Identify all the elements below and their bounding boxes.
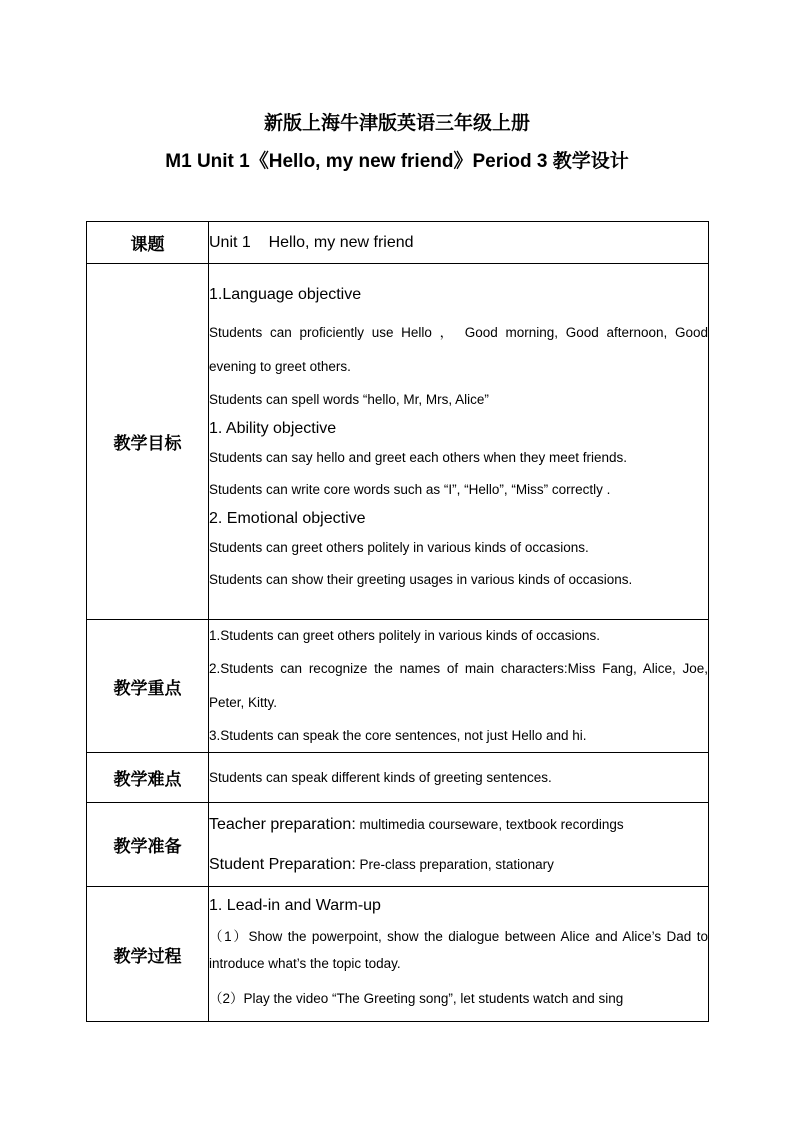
document-subtitle: M1 Unit 1《Hello, my new friend》Period 3 教学设计 (165, 151, 629, 172)
language-objective-item: Students can proficiently use Hello ， Good morning, Good afternoon, Good evening to greet others. (209, 324, 708, 374)
ability-objective-item: Students can write core words such as “I”, “Hello”, “Miss” correctly . (209, 481, 611, 497)
ability-objective-item: Students can say hello and greet each others when they meet friends. (209, 449, 628, 465)
difficulties-label: 教学难点 (87, 753, 209, 803)
difficulties-value: Students can speak different kinds of greeting sentences. (209, 753, 709, 803)
topic-row (87, 222, 709, 264)
emotional-objective-item: Students can show their greeting usages in various kinds of occasions. (209, 571, 633, 587)
process-label: 教学过程 (87, 887, 209, 1022)
student-preparation-label: Student Preparation: (209, 855, 356, 873)
document-title: 新版上海牛津版英语三年级上册 (263, 113, 530, 134)
topic-value: Unit 1 Hello, my new friend (209, 222, 709, 264)
student-preparation (209, 845, 708, 885)
process-heading: 1. Lead-in and Warm-up (209, 897, 381, 914)
process-row (87, 887, 709, 1022)
key-point-item: 2.Students can recognize the names of main characters:Miss Fang, Alice, Joe, Peter, Kitty. (209, 661, 708, 710)
teacher-preparation (209, 805, 708, 845)
preparation-label: 教学准备 (87, 803, 209, 887)
teacher-preparation-label: Teacher preparation: (209, 815, 356, 833)
process-item: （2）Play the video “The Greeting song”, let students watch and sing (209, 991, 624, 1006)
key-point-item: 3.Students can speak the core sentences, not just Hello and hi. (209, 728, 587, 743)
process-item: （1）Show the powerpoint, show the dialogue between Alice and Alice’s Dad to introduce what’s the topic today. (209, 929, 708, 971)
key-points-row (87, 620, 709, 753)
emotional-objective-heading: 2. Emotional objective (209, 509, 366, 527)
language-objective-heading: 1.Language objective (209, 285, 362, 303)
preparation-content (209, 803, 709, 887)
key-points-label: 教学重点 (87, 620, 209, 753)
process-content (209, 887, 709, 1022)
preparation-row (87, 803, 709, 887)
student-preparation-value: Pre-class preparation, stationary (355, 856, 554, 872)
lesson-plan-table (86, 221, 709, 1022)
key-point-item: 1.Students can greet others politely in various kinds of occasions. (209, 628, 600, 643)
teacher-preparation-value: multimedia courseware, textbook recordings (355, 816, 624, 832)
emotional-objective-item: Students can greet others politely in various kinds of occasions. (209, 539, 589, 555)
key-points-content (209, 620, 709, 753)
objectives-row (87, 264, 709, 620)
ability-objective-heading: 1. Ability objective (209, 419, 337, 437)
difficulties-row (87, 753, 709, 803)
topic-label: 课题 (87, 222, 209, 264)
objectives-content (209, 264, 709, 620)
objectives-label: 教学目标 (87, 264, 209, 620)
language-objective-item: Students can spell words “hello, Mr, Mrs, Alice” (209, 391, 489, 407)
process-clip (209, 887, 708, 1021)
